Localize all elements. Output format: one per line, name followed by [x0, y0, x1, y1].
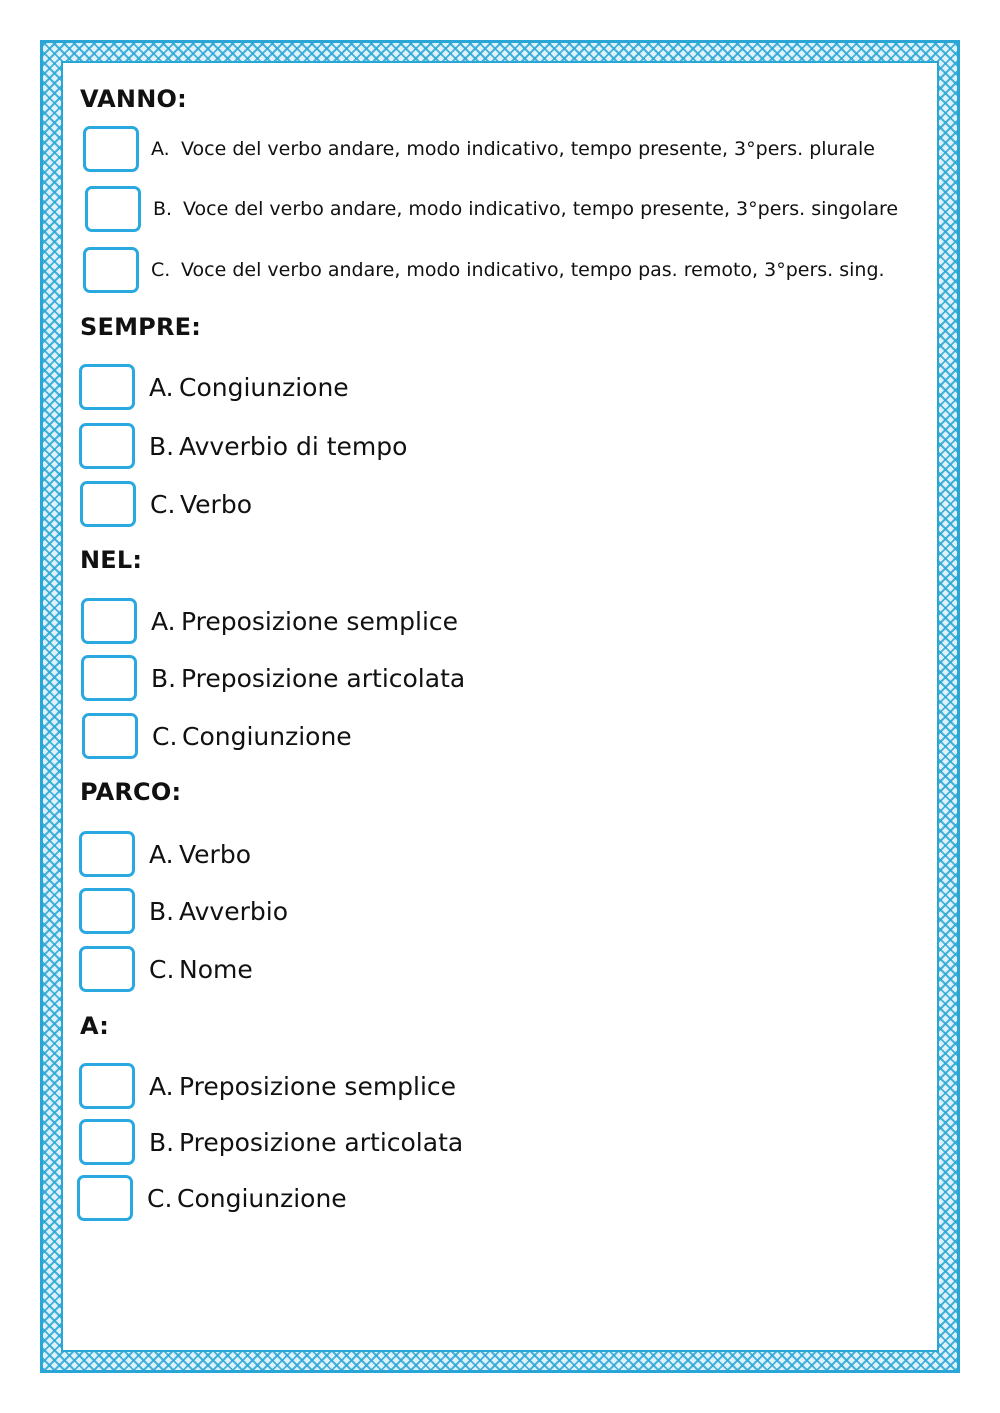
decorative-border: [40, 40, 960, 1373]
option-text: Nome: [179, 954, 253, 984]
answer-checkbox[interactable]: [85, 186, 141, 232]
option-text: Preposizione semplice: [181, 606, 459, 636]
option-letter: C.: [151, 259, 171, 281]
answer-checkbox[interactable]: [79, 1119, 135, 1165]
option-label: [150, 490, 252, 519]
question-word-parco: PARCO:: [80, 778, 182, 806]
question-word-a: A:: [80, 1012, 110, 1040]
option-text: Avverbio: [179, 896, 288, 926]
answer-checkbox[interactable]: [79, 364, 135, 410]
option-label: [149, 840, 251, 869]
option-nel-c[interactable]: [82, 713, 352, 759]
option-vanno-a[interactable]: [83, 126, 875, 172]
option-label: [149, 1072, 456, 1101]
option-text: Congiunzione: [177, 1183, 347, 1213]
option-text: Preposizione articolata: [179, 1127, 464, 1157]
question-word-vanno: VANNO:: [80, 85, 187, 113]
option-parco-a[interactable]: [79, 831, 251, 877]
answer-checkbox[interactable]: [81, 598, 137, 644]
answer-checkbox[interactable]: [79, 423, 135, 469]
option-label: [151, 664, 465, 693]
option-label: [149, 1128, 463, 1157]
option-text: Congiunzione: [179, 372, 349, 402]
answer-checkbox[interactable]: [80, 481, 136, 527]
option-label: [152, 722, 352, 751]
option-label: [151, 259, 885, 281]
answer-checkbox[interactable]: [82, 713, 138, 759]
answer-checkbox[interactable]: [83, 126, 139, 172]
option-text: Voce del verbo andare, modo indicativo, tempo presente, 3°pers. singolare: [183, 198, 899, 220]
option-letter: C.: [147, 1183, 173, 1213]
option-a-b[interactable]: [79, 1119, 463, 1165]
option-vanno-c[interactable]: [83, 247, 885, 293]
option-sempre-b[interactable]: [79, 423, 407, 469]
option-text: Voce del verbo andare, modo indicativo, tempo presente, 3°pers. plurale: [181, 138, 875, 160]
option-nel-b[interactable]: [81, 655, 465, 701]
option-letter: A.: [151, 606, 176, 636]
option-label: [153, 198, 898, 220]
option-letter: B.: [149, 896, 175, 926]
option-letter: C.: [149, 954, 175, 984]
option-label: [149, 373, 349, 402]
option-text: Verbo: [180, 489, 252, 519]
answer-checkbox[interactable]: [79, 831, 135, 877]
answer-checkbox[interactable]: [79, 888, 135, 934]
answer-checkbox[interactable]: [81, 655, 137, 701]
option-letter: A.: [149, 839, 174, 869]
option-parco-c[interactable]: [79, 946, 253, 992]
option-letter: A.: [151, 138, 170, 160]
option-letter: C.: [152, 721, 178, 751]
option-letter: A.: [149, 1071, 174, 1101]
option-text: Preposizione articolata: [181, 663, 466, 693]
option-text: Voce del verbo andare, modo indicativo, tempo pas. remoto, 3°pers. sing.: [181, 259, 885, 281]
question-word-sempre: SEMPRE:: [80, 313, 202, 341]
answer-checkbox[interactable]: [79, 1063, 135, 1109]
option-a-c[interactable]: [77, 1175, 347, 1221]
option-letter: A.: [149, 372, 174, 402]
answer-checkbox[interactable]: [83, 247, 139, 293]
option-sempre-a[interactable]: [79, 364, 349, 410]
option-label: [149, 897, 288, 926]
option-letter: B.: [149, 1127, 175, 1157]
option-letter: C.: [150, 489, 176, 519]
option-text: Congiunzione: [182, 721, 352, 751]
answer-checkbox[interactable]: [77, 1175, 133, 1221]
answer-checkbox[interactable]: [79, 946, 135, 992]
option-text: Preposizione semplice: [179, 1071, 457, 1101]
option-sempre-c[interactable]: [80, 481, 252, 527]
option-label: [149, 432, 407, 461]
option-letter: B.: [149, 431, 175, 461]
option-text: Verbo: [179, 839, 251, 869]
question-word-nel: NEL:: [80, 546, 143, 574]
option-label: [151, 138, 875, 160]
option-label: [149, 955, 253, 984]
option-letter: B.: [153, 198, 173, 220]
option-a-a[interactable]: [79, 1063, 456, 1109]
option-vanno-b[interactable]: [85, 186, 898, 232]
option-label: [151, 607, 458, 636]
option-text: Avverbio di tempo: [179, 431, 408, 461]
option-letter: B.: [151, 663, 177, 693]
option-parco-b[interactable]: [79, 888, 288, 934]
option-nel-a[interactable]: [81, 598, 458, 644]
option-label: [147, 1184, 347, 1213]
